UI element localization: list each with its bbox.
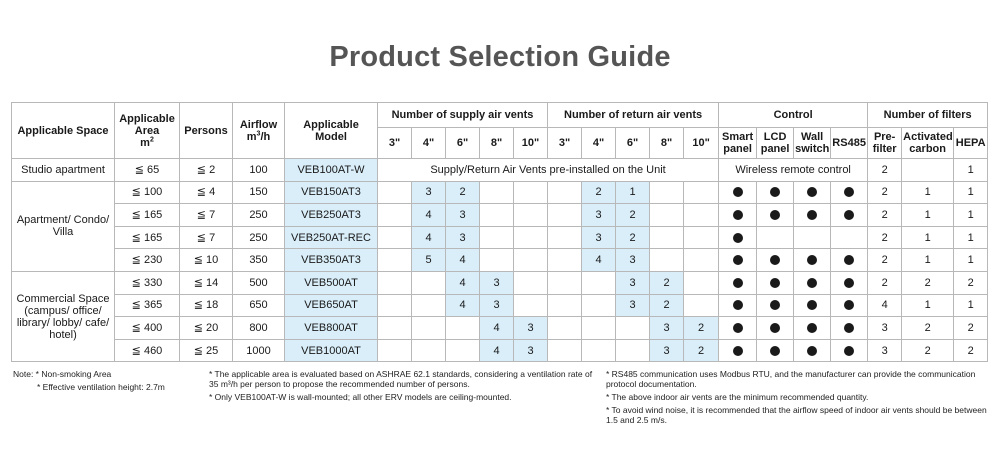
cell-persons: ≦ 18: [180, 294, 233, 317]
cell-return-vent: 2: [582, 181, 616, 204]
cell-filter: 1: [902, 226, 954, 249]
cell-control: [757, 317, 794, 340]
header-supply-4: 4": [412, 128, 446, 159]
cell-control: [719, 204, 757, 227]
cell-return-vent: 3: [650, 317, 684, 340]
filled-dot-icon: [844, 210, 854, 220]
cell-persons: ≦ 2: [180, 159, 233, 182]
cell-airflow: 350: [233, 249, 285, 272]
header-persons: Persons: [180, 103, 233, 159]
header-filters: Number of filters: [868, 103, 988, 128]
filled-dot-icon: [807, 255, 817, 265]
cell-return-vent: [582, 271, 616, 294]
cell-return-vent: 4: [582, 249, 616, 272]
cell-supply-vent: [514, 181, 548, 204]
cell-control: [831, 339, 868, 362]
cell-model: VEB500AT: [285, 271, 378, 294]
cell-model: VEB100AT-W: [285, 159, 378, 182]
cell-persons: ≦ 20: [180, 317, 233, 340]
cell-control: [719, 271, 757, 294]
note-item: * The above indoor air vents are the minimum recommended quantity.: [606, 392, 869, 402]
table-row: [12, 226, 988, 249]
cell-supply-vent: 4: [446, 249, 480, 272]
cell-return-vent: [548, 317, 582, 340]
header-applicable-area: Applicable Area $m^2$: [115, 103, 180, 159]
filled-dot-icon: [770, 346, 780, 356]
cell-supply-vent: [378, 226, 412, 249]
cell-return-vent: 2: [616, 204, 650, 227]
cell-control: [794, 294, 831, 317]
cell-return-vent: [582, 317, 616, 340]
cell-supply-vent: 4: [446, 271, 480, 294]
header-rs485: RS485: [831, 128, 868, 159]
cell-control: [794, 226, 831, 249]
cell-area: ≦ 365: [115, 294, 180, 317]
filled-dot-icon: [733, 278, 743, 288]
cell-return-vent: 3: [582, 226, 616, 249]
cell-supply-vent: [446, 339, 480, 362]
cell-return-vent: 2: [684, 339, 719, 362]
cell-area: ≦ 330: [115, 271, 180, 294]
cell-supply-vent: 4: [412, 226, 446, 249]
header-supply-vents: Number of supply air vents: [378, 103, 548, 128]
cell-persons: ≦ 7: [180, 226, 233, 249]
note-item: * Effective ventilation height: 2.7m: [37, 382, 165, 392]
cell-return-vent: [650, 204, 684, 227]
cell-model: VEB650AT: [285, 294, 378, 317]
cell-filter: 2: [868, 226, 902, 249]
cell-return-vent: [548, 294, 582, 317]
cell-supply-vent: [378, 317, 412, 340]
cell-airflow: 250: [233, 204, 285, 227]
cell-control-note: Wireless remote control: [719, 159, 868, 182]
filled-dot-icon: [807, 210, 817, 220]
cell-return-vent: [548, 204, 582, 227]
filled-dot-icon: [844, 278, 854, 288]
group-studio: Studio apartment: [12, 159, 115, 182]
cell-filter: 1: [902, 204, 954, 227]
filled-dot-icon: [807, 323, 817, 333]
header-activated-carbon: Activated carbon: [902, 128, 954, 159]
cell-control: [831, 294, 868, 317]
cell-filter: 1: [954, 226, 988, 249]
cell-filter: 3: [868, 317, 902, 340]
cell-filter: 2: [954, 317, 988, 340]
cell-supply-vent: [480, 226, 514, 249]
cell-activated-carbon: [902, 159, 954, 182]
cell-filter: 2: [868, 249, 902, 272]
filled-dot-icon: [807, 187, 817, 197]
cell-return-vent: [548, 249, 582, 272]
notes-column-3: [606, 369, 990, 428]
cell-supply-vent: [514, 294, 548, 317]
cell-supply-vent: [514, 271, 548, 294]
filled-dot-icon: [807, 278, 817, 288]
header-return-6: 6": [616, 128, 650, 159]
cell-return-vent: [548, 339, 582, 362]
cell-return-vent: 3: [616, 294, 650, 317]
cell-supply-vent: [480, 181, 514, 204]
filled-dot-icon: [844, 255, 854, 265]
filled-dot-icon: [770, 187, 780, 197]
filled-dot-icon: [844, 346, 854, 356]
cell-control: [831, 204, 868, 227]
cell-persons: ≦ 25: [180, 339, 233, 362]
cell-control: [794, 339, 831, 362]
cell-filter: 1: [954, 294, 988, 317]
cell-airflow: 150: [233, 181, 285, 204]
header-pre-filter: Pre-filter: [868, 128, 902, 159]
cell-area: ≦ 400: [115, 317, 180, 340]
cell-control: [794, 249, 831, 272]
cell-supply-vent: [480, 249, 514, 272]
cell-area: ≦ 165: [115, 204, 180, 227]
cell-return-vent: [616, 317, 650, 340]
header-supply-10: 10": [514, 128, 548, 159]
cell-supply-vent: [412, 271, 446, 294]
cell-filter: 2: [902, 339, 954, 362]
cell-supply-vent: [480, 204, 514, 227]
filled-dot-icon: [770, 255, 780, 265]
cell-airflow: 100: [233, 159, 285, 182]
cell-filter: 2: [954, 271, 988, 294]
filled-dot-icon: [733, 255, 743, 265]
cell-supply-vent: 4: [480, 339, 514, 362]
header-airflow: Airflow $m^3/h$: [233, 103, 285, 159]
cell-return-vent: [548, 226, 582, 249]
cell-airflow: 1000: [233, 339, 285, 362]
cell-return-vent: 3: [616, 249, 650, 272]
cell-return-vent: 2: [650, 271, 684, 294]
cell-area: ≦ 100: [115, 181, 180, 204]
cell-control: [794, 271, 831, 294]
cell-area: ≦ 460: [115, 339, 180, 362]
cell-supply-vent: 3: [514, 339, 548, 362]
cell-return-vent: [650, 181, 684, 204]
header-return-4: 4": [582, 128, 616, 159]
cell-return-vent: [684, 226, 719, 249]
cell-supply-vent: 2: [446, 181, 480, 204]
filled-dot-icon: [844, 323, 854, 333]
cell-control: [831, 249, 868, 272]
note-item: * Only VEB100AT-W is wall-mounted; all other ERV models are ceiling-mounted.: [209, 392, 512, 402]
cell-filter: 2: [868, 204, 902, 227]
cell-control: [757, 271, 794, 294]
cell-filter: 1: [902, 181, 954, 204]
cell-control: [719, 339, 757, 362]
cell-filter: 4: [868, 294, 902, 317]
cell-airflow: 500: [233, 271, 285, 294]
cell-supply-vent: [412, 339, 446, 362]
cell-filter: 3: [868, 339, 902, 362]
cell-persons: ≦ 14: [180, 271, 233, 294]
page-title: Product Selection Guide: [329, 41, 671, 73]
header-lcd-panel: LCD panel: [757, 128, 794, 159]
cell-supply-vent: [378, 181, 412, 204]
cell-return-vent: [684, 249, 719, 272]
table-row: [12, 271, 988, 294]
cell-model: VEB1000AT: [285, 339, 378, 362]
cell-control: [831, 317, 868, 340]
cell-supply-vent: 4: [446, 294, 480, 317]
cell-area: ≦ 165: [115, 226, 180, 249]
cell-control: [794, 204, 831, 227]
cell-control: [719, 226, 757, 249]
filled-dot-icon: [770, 323, 780, 333]
cell-control: [794, 317, 831, 340]
cell-model: VEB800AT: [285, 317, 378, 340]
cell-filter: 1: [902, 294, 954, 317]
cell-supply-vent: [412, 294, 446, 317]
header-return-10: 10": [684, 128, 719, 159]
header-control: Control: [719, 103, 868, 128]
filled-dot-icon: [733, 300, 743, 310]
filled-dot-icon: [733, 346, 743, 356]
cell-control: [719, 249, 757, 272]
cell-return-vent: 2: [616, 226, 650, 249]
cell-return-vent: [650, 226, 684, 249]
cell-control: [757, 204, 794, 227]
cell-return-vent: [650, 249, 684, 272]
filled-dot-icon: [770, 210, 780, 220]
filled-dot-icon: [733, 233, 743, 243]
cell-control: [794, 181, 831, 204]
table-row: [12, 204, 988, 227]
filled-dot-icon: [807, 346, 817, 356]
cell-return-vent: 2: [684, 317, 719, 340]
cell-filter: 2: [868, 181, 902, 204]
header-applicable-model: Applicable Model: [285, 103, 378, 159]
filled-dot-icon: [807, 300, 817, 310]
product-selection-table: [11, 102, 988, 362]
cell-return-vent: 2: [650, 294, 684, 317]
cell-return-vent: [548, 271, 582, 294]
cell-control: [757, 226, 794, 249]
note-item: * RS485 communication uses Modbus RTU, and the manufacturer can provide the communication protocol documentation.: [606, 369, 976, 389]
cell-persons: ≦ 10: [180, 249, 233, 272]
cell-pre-filter: 2: [868, 159, 902, 182]
cell-area: ≦ 230: [115, 249, 180, 272]
cell-persons: ≦ 4: [180, 181, 233, 204]
cell-model: VEB250AT3: [285, 204, 378, 227]
header-wall-switch: Wall switch: [794, 128, 831, 159]
cell-supply-vent: 5: [412, 249, 446, 272]
cell-control: [719, 317, 757, 340]
cell-supply-vent: 3: [446, 204, 480, 227]
cell-supply-vent: [446, 317, 480, 340]
cell-airflow: 250: [233, 226, 285, 249]
cell-return-vent: 3: [616, 271, 650, 294]
cell-supply-vent: [514, 249, 548, 272]
cell-filter: 1: [954, 181, 988, 204]
cell-supply-vent: [378, 249, 412, 272]
cell-supply-vent: 3: [514, 317, 548, 340]
header-return-8: 8": [650, 128, 684, 159]
header-applicable-space: Applicable Space: [12, 103, 115, 159]
cell-control: [757, 294, 794, 317]
cell-supply-vent: [378, 204, 412, 227]
cell-model: VEB250AT-REC: [285, 226, 378, 249]
filled-dot-icon: [733, 210, 743, 220]
filled-dot-icon: [770, 278, 780, 288]
cell-supply-vent: [378, 339, 412, 362]
cell-supply-vent: 4: [412, 204, 446, 227]
cell-supply-vent: 4: [480, 317, 514, 340]
cell-return-vent: [582, 294, 616, 317]
cell-return-vent: [684, 204, 719, 227]
cell-control: [831, 181, 868, 204]
table-row: [12, 181, 988, 204]
notes-column-2: [209, 369, 594, 405]
cell-supply-vent: [514, 226, 548, 249]
cell-control: [757, 181, 794, 204]
cell-model: VEB350AT3: [285, 249, 378, 272]
cell-supply-vent: 3: [412, 181, 446, 204]
cell-supply-vent: [412, 317, 446, 340]
table-row-studio: [12, 159, 988, 182]
cell-control: [757, 249, 794, 272]
group-commercial: Commercial Space (campus/ office/ library/ lobby/ cafe/ hotel): [12, 271, 115, 361]
header-supply-3: 3": [378, 128, 412, 159]
filled-dot-icon: [733, 323, 743, 333]
cell-filter: 1: [902, 249, 954, 272]
cell-return-vent: [684, 294, 719, 317]
cell-persons: ≦ 7: [180, 204, 233, 227]
note-item: * The applicable area is evaluated based on ASHRAE 62.1 standards, considering a ventilation rate of 35 m³/h per person to propose the recommended number of persons.: [209, 369, 593, 389]
cell-filter: 2: [868, 271, 902, 294]
cell-airflow: 650: [233, 294, 285, 317]
cell-return-vent: 3: [582, 204, 616, 227]
cell-supply-vent: [514, 204, 548, 227]
cell-return-vent: [616, 339, 650, 362]
filled-dot-icon: [733, 187, 743, 197]
cell-control: [831, 271, 868, 294]
cell-model: VEB150AT3: [285, 181, 378, 204]
header-smart-panel: Smart panel: [719, 128, 757, 159]
cell-control: [719, 294, 757, 317]
cell-supply-vent: 3: [480, 294, 514, 317]
cell-return-vent: [548, 181, 582, 204]
cell-area: ≦ 65: [115, 159, 180, 182]
filled-dot-icon: [770, 300, 780, 310]
cell-control: [719, 181, 757, 204]
cell-return-vent: [684, 271, 719, 294]
cell-hepa: 1: [954, 159, 988, 182]
cell-supply-vent: [378, 294, 412, 317]
table-row: [12, 339, 988, 362]
cell-filter: 1: [954, 204, 988, 227]
group-apartment: Apartment/ Condo/ Villa: [12, 181, 115, 271]
cell-airflow: 800: [233, 317, 285, 340]
filled-dot-icon: [844, 300, 854, 310]
cell-control: [831, 226, 868, 249]
header-return-3: 3": [548, 128, 582, 159]
filled-dot-icon: [844, 187, 854, 197]
cell-filter: 2: [902, 271, 954, 294]
header-hepa: HEPA: [954, 128, 988, 159]
cell-return-vent: 1: [616, 181, 650, 204]
cell-supply-vent: 3: [446, 226, 480, 249]
cell-supply-vent: 3: [480, 271, 514, 294]
cell-filter: 2: [902, 317, 954, 340]
cell-vents-note: Supply/Return Air Vents pre-installed on the Unit: [378, 159, 719, 182]
cell-control: [757, 339, 794, 362]
cell-return-vent: 3: [650, 339, 684, 362]
cell-return-vent: [684, 181, 719, 204]
note-item: Note: * Non-smoking Area: [13, 369, 112, 379]
cell-return-vent: [582, 339, 616, 362]
notes-column-1: [13, 369, 203, 395]
header-supply-6: 6": [446, 128, 480, 159]
table-row: [12, 317, 988, 340]
table-row: [12, 249, 988, 272]
cell-filter: 2: [954, 339, 988, 362]
note-item: * To avoid wind noise, it is recommended that the airflow speed of indoor air vents should be between 1.5 and 2.5 m/s.: [606, 405, 987, 425]
header-return-vents: Number of return air vents: [548, 103, 719, 128]
cell-filter: 1: [954, 249, 988, 272]
table-row: [12, 294, 988, 317]
cell-supply-vent: [378, 271, 412, 294]
header-supply-8: 8": [480, 128, 514, 159]
